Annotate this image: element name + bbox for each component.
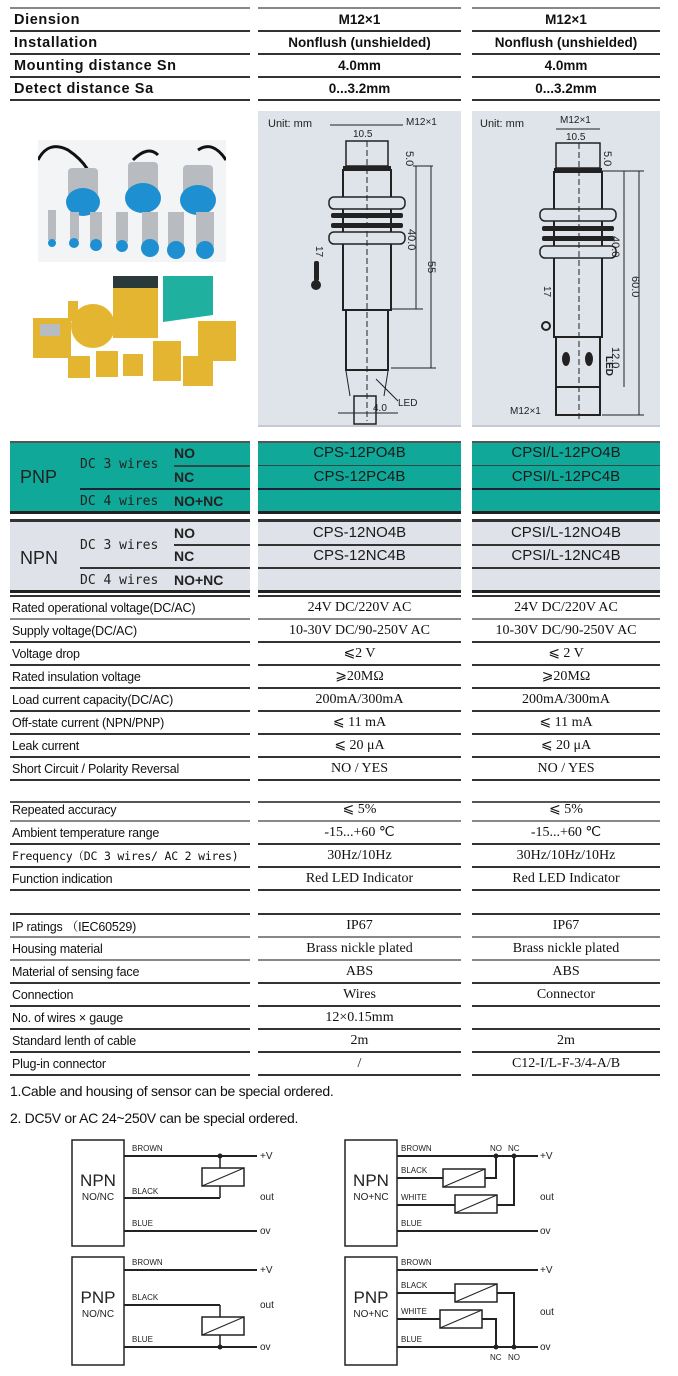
spec-label: Standard lenth of cable <box>10 1030 250 1053</box>
svg-text:60.0: 60.0 <box>629 276 641 298</box>
svg-text:BLUE: BLUE <box>132 1219 153 1228</box>
spec-label: Rated insulation voltage <box>10 666 250 689</box>
svg-text:out: out <box>260 1192 274 1203</box>
pnp-nonc: NO+NC <box>174 493 224 509</box>
note-1: 1.Cable and housing of sensor can be special ordered. <box>10 1083 334 1099</box>
model-cpsil-12nc4b: CPSI/L-12NC4B <box>511 547 621 564</box>
spec-label: Load current capacity(DC/AC) <box>10 689 250 712</box>
detect-distance-col1: 0...3.2mm <box>258 78 461 101</box>
spec-value: / <box>258 1053 461 1076</box>
spec-value: ⩽2 V <box>258 643 461 666</box>
npn-dc4-label: DC 4 wires <box>80 573 159 588</box>
divider <box>258 465 461 466</box>
divider <box>472 488 660 490</box>
spec-value: 24V DC/220V AC <box>472 597 660 620</box>
svg-text:BROWN: BROWN <box>401 1144 432 1153</box>
row-label-mounting-distance: Mounting distance Sn <box>10 55 250 78</box>
svg-text:NPN: NPN <box>353 1171 389 1190</box>
divider <box>472 465 660 466</box>
npn-label: NPN <box>20 548 59 568</box>
svg-text:17: 17 <box>313 246 324 258</box>
dimension-drawing-connector-model <box>472 111 660 427</box>
svg-text:NO: NO <box>508 1353 520 1362</box>
detect-distance-col2: 0...3.2mm <box>472 78 660 101</box>
wiring-diagram-npn-no-nc <box>70 1138 290 1253</box>
spec-value: Wires <box>258 984 461 1007</box>
divider <box>472 567 660 569</box>
model-cps-12nc4b: CPS-12NC4B <box>313 547 406 564</box>
spec-label: IP ratings （IEC60529) <box>10 915 250 938</box>
divider <box>80 488 250 490</box>
rectangular-sensors-photo <box>28 276 240 391</box>
spec-value: 10-30V DC/90-250V AC <box>258 620 461 643</box>
divider <box>472 544 660 546</box>
svg-text:out: out <box>260 1300 274 1311</box>
divider <box>174 544 250 546</box>
npn-dc3-label: DC 3 wires <box>80 538 159 553</box>
svg-text:10.5: 10.5 <box>566 132 586 143</box>
npn-nonc: NO+NC <box>174 572 224 588</box>
svg-text:BROWN: BROWN <box>132 1144 163 1153</box>
spec-label: No. of wires × gauge <box>10 1007 250 1030</box>
svg-text:NO+NC: NO+NC <box>353 1309 389 1320</box>
spec-value: ⩽ 11 mA <box>472 712 660 735</box>
svg-text:ov: ov <box>260 1342 271 1353</box>
svg-text:55: 55 <box>425 261 437 274</box>
model-cps-12po4b: CPS-12PO4B <box>313 444 406 461</box>
svg-text:BLUE: BLUE <box>401 1219 422 1228</box>
model-cpsil-12no4b: CPSI/L-12NO4B <box>510 524 622 541</box>
svg-text:WHITE: WHITE <box>401 1307 427 1316</box>
svg-text:5.0: 5.0 <box>601 151 613 167</box>
installation-col2: Nonflush (unshielded) <box>472 32 660 55</box>
spec-value: ⩾20MΩ <box>472 666 660 689</box>
spec-label: Rated operational voltage(DC/AC) <box>10 597 250 620</box>
spec-value: NO / YES <box>258 758 461 781</box>
svg-text:LED: LED <box>603 356 614 376</box>
svg-text:M12×1: M12×1 <box>406 117 437 128</box>
svg-text:NO/NC: NO/NC <box>81 1192 115 1203</box>
spec-value: -15...+60 ℃ <box>472 822 660 845</box>
spec-label: Supply voltage(DC/AC) <box>10 620 250 643</box>
wiring-diagram-npn-no-plus-nc <box>343 1138 563 1253</box>
spec-value <box>472 1007 660 1030</box>
svg-text:ov: ov <box>260 1226 271 1237</box>
note-2: 2. DC5V or AC 24~250V can be special ordered. <box>10 1110 299 1126</box>
svg-text:+V: +V <box>260 1265 273 1276</box>
dimension-drawing-wires-model <box>258 111 461 427</box>
pnp-dc3-label: DC 3 wires <box>80 457 159 472</box>
svg-text:BROWN: BROWN <box>132 1258 163 1267</box>
npn-models-col2 <box>472 519 660 593</box>
svg-text:4.0: 4.0 <box>373 403 387 414</box>
spec-label: Short Circuit / Polarity Reversal <box>10 758 250 781</box>
svg-text:BLACK: BLACK <box>401 1281 428 1290</box>
svg-text:BROWN: BROWN <box>401 1258 432 1267</box>
svg-text:NC: NC <box>508 1144 520 1153</box>
spec-value: IP67 <box>258 915 461 938</box>
spec-value: Red LED Indicator <box>472 868 660 891</box>
spec-value: ⩽ 5% <box>258 799 461 822</box>
divider <box>80 567 250 569</box>
model-cpsil-12po4b: CPSI/L-12PO4B <box>511 444 621 461</box>
spec-value: NO / YES <box>472 758 660 781</box>
pnp-no: NO <box>174 445 195 461</box>
npn-no: NO <box>174 525 195 541</box>
spec-value: 2m <box>258 1030 461 1053</box>
unit-label: Unit: mm <box>268 118 312 130</box>
spec-label: Frequency（DC 3 wires/ AC 2 wires) <box>10 845 250 868</box>
svg-text:PNP: PNP <box>80 1288 116 1307</box>
dimension-col1: M12×1 <box>258 9 461 32</box>
spec-label: Ambient temperature range <box>10 822 250 845</box>
svg-text:BLACK: BLACK <box>401 1166 428 1175</box>
svg-text:ov: ov <box>540 1226 551 1237</box>
svg-text:+V: +V <box>260 1151 273 1162</box>
svg-text:out: out <box>540 1307 554 1318</box>
svg-text:M12×1: M12×1 <box>560 115 591 126</box>
spec-label: Leak current <box>10 735 250 758</box>
pnp-dc4-label: DC 4 wires <box>80 494 159 509</box>
svg-text:17: 17 <box>541 286 552 298</box>
svg-text:PNP: PNP <box>353 1288 389 1307</box>
spec-value: ⩽ 20 μA <box>472 735 660 758</box>
svg-text:NO/NC: NO/NC <box>81 1309 115 1320</box>
spec-label: Off-state current (NPN/PNP) <box>10 712 250 735</box>
svg-text:NPN: NPN <box>80 1171 116 1190</box>
svg-text:40.0: 40.0 <box>609 236 621 258</box>
svg-text:LED: LED <box>398 398 418 409</box>
spec-value: ABS <box>258 961 461 984</box>
pnp-models-col2 <box>472 441 660 514</box>
installation-col1: Nonflush (unshielded) <box>258 32 461 55</box>
spec-value: Connector <box>472 984 660 1007</box>
spec-value: ⩽ 11 mA <box>258 712 461 735</box>
divider <box>258 567 461 569</box>
spec-value: ABS <box>472 961 660 984</box>
svg-text:M12×1: M12×1 <box>510 406 541 417</box>
spec-value: 200mA/300mA <box>258 689 461 712</box>
row-label-installation: Installation <box>10 32 250 55</box>
svg-text:+V: +V <box>540 1265 553 1276</box>
svg-text:Unit: mm: Unit: mm <box>480 118 524 130</box>
spec-label: Connection <box>10 984 250 1007</box>
svg-text:NC: NC <box>490 1353 502 1362</box>
svg-text:ov: ov <box>540 1342 551 1353</box>
row-label-detect-distance: Detect distance Sa <box>10 78 250 101</box>
svg-text:BLACK: BLACK <box>132 1187 159 1196</box>
divider <box>258 488 461 490</box>
svg-text:WHITE: WHITE <box>401 1193 427 1202</box>
model-cpsil-12pc4b: CPSI/L-12PC4B <box>511 468 621 485</box>
model-cps-12pc4b: CPS-12PC4B <box>313 468 406 485</box>
spec-value: 30Hz/10Hz/10Hz <box>472 845 660 868</box>
wiring-diagram-pnp-no-plus-nc <box>343 1255 563 1375</box>
cylindrical-sensors-photo <box>38 140 226 262</box>
row-label-dimension: Diension <box>10 9 250 32</box>
wiring-diagram-pnp-no-nc <box>70 1255 290 1375</box>
svg-text:5.0: 5.0 <box>403 151 415 167</box>
svg-text:out: out <box>540 1192 554 1203</box>
spec-value: Red LED Indicator <box>258 868 461 891</box>
pnp-label: PNP <box>20 467 58 487</box>
spec-label: Function indication <box>10 868 250 891</box>
spec-label: Material of sensing face <box>10 961 250 984</box>
dimension-col2: M12×1 <box>472 9 660 32</box>
spec-value: 30Hz/10Hz <box>258 845 461 868</box>
spec-value: 10-30V DC/90-250V AC <box>472 620 660 643</box>
mounting-distance-col1: 4.0mm <box>258 55 461 78</box>
spec-value: ⩽ 5% <box>472 799 660 822</box>
pnp-group-label-cell <box>10 441 250 514</box>
svg-text:BLUE: BLUE <box>401 1335 422 1344</box>
spec-label: Housing material <box>10 938 250 961</box>
spec-value: 2m <box>472 1030 660 1053</box>
svg-text:12.0: 12.0 <box>609 347 621 369</box>
svg-text:BLACK: BLACK <box>132 1293 159 1302</box>
svg-text:40.0: 40.0 <box>405 229 417 251</box>
svg-text:NO: NO <box>490 1144 502 1153</box>
spec-value: Brass nickle plated <box>258 938 461 961</box>
spec-value: IP67 <box>472 915 660 938</box>
pnp-models-col1 <box>258 441 461 514</box>
svg-text:+V: +V <box>540 1151 553 1162</box>
spec-value: 24V DC/220V AC <box>258 597 461 620</box>
pnp-nc: NC <box>174 469 195 485</box>
spec-value: ⩾20MΩ <box>258 666 461 689</box>
spec-value: ⩽ 2 V <box>472 643 660 666</box>
svg-text:10.5: 10.5 <box>353 129 373 140</box>
svg-text:BLUE: BLUE <box>132 1335 153 1344</box>
npn-nc: NC <box>174 548 195 564</box>
svg-text:NO+NC: NO+NC <box>353 1192 389 1203</box>
divider <box>174 465 250 467</box>
spec-label: Voltage drop <box>10 643 250 666</box>
spec-value: 200mA/300mA <box>472 689 660 712</box>
mounting-distance-col2: 4.0mm <box>472 55 660 78</box>
spec-value: -15...+60 ℃ <box>258 822 461 845</box>
model-cps-12no4b: CPS-12NO4B <box>312 524 407 541</box>
npn-models-col1 <box>258 519 461 593</box>
spec-value: ⩽ 20 μA <box>258 735 461 758</box>
divider <box>258 544 461 546</box>
spec-label: Plug-in connector <box>10 1053 250 1076</box>
spec-value: Brass nickle plated <box>472 938 660 961</box>
spec-value: 12×0.15mm <box>258 1007 461 1030</box>
spec-label: Repeated accuracy <box>10 799 250 822</box>
npn-group-label-cell <box>10 519 250 593</box>
spec-value: C12-I/L-F-3/4-A/B <box>472 1053 660 1076</box>
